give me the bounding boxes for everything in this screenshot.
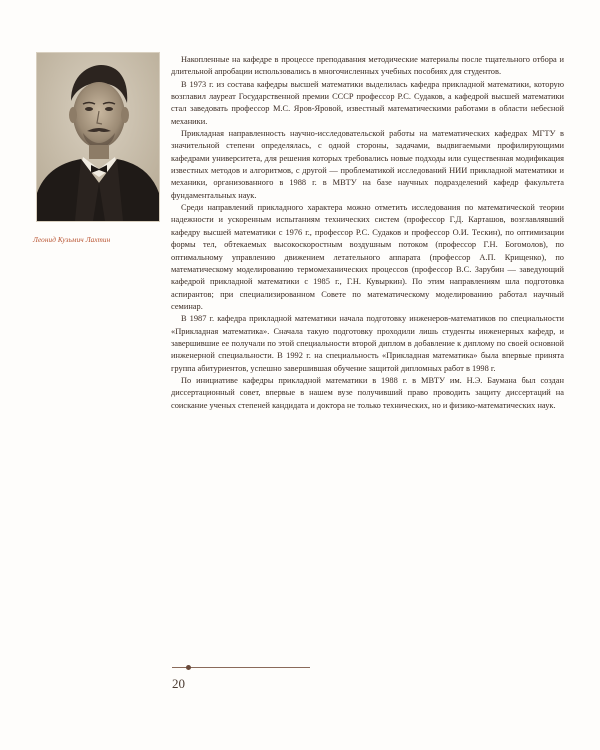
paragraph: По инициативе кафедры прикладной математики в 1988 г. в МВТУ им. Н.Э. Баумана был создан диссертационный совет, впервые в нашем вузе получивший право проводить защиту диссертаций на соискание ученых степеней кандидата и доктора не только технических, но и физико-математических наук. bbox=[171, 375, 564, 410]
paragraph: Прикладная направленность научно-исследовательской работы на математических кафедрах МГТУ в значительной степени определялась, с одной стороны, задачами, выдвигаемыми профилирующими кафедрами университета, для решения которых требовались новые подходы или существенная модификация известных методов и алгоритмов, с другой — проблематикой исследований НИИ прикладной математики и механики, организованного в 1988 г. в МВТУ на базе научных подразделений кафедр факультета фундаментальных наук. bbox=[171, 129, 564, 200]
portrait-photo bbox=[36, 52, 160, 222]
body-text bbox=[171, 54, 564, 412]
paragraph: В 1973 г. из состава кафедры высшей математики выделилась кафедра прикладной математики, которую возглавил лауреат Государственной премии СССР профессор Р.С. Судаков, а кафедрой высшей математики стал заведовать профессор М.С. Яров-Яровой, известный математическими работами в области небесной механики. bbox=[171, 79, 564, 126]
portrait-caption: Леонид Кузьмич Лахтин bbox=[33, 236, 111, 244]
footer-rule-marker bbox=[186, 665, 191, 670]
portrait-illustration bbox=[37, 53, 159, 221]
paragraph: Среди направлений прикладного характера можно отметить исследования по математической теории надежности и ускоренным испытаниям технических систем (профессор Г.Д. Карташов, возглавлявший кафедру высшей математики с 1976 г., профессор Р.С. Судаков и профессор О.И. Тескин), по оптимизации формы тел, обтекаемых высокоскоростным воздушным потоком (профессор Г.Н. Богомолов), по оптимальному управлению движением летательного аппарата (профессор А.П. Крищенко), по математическому моделированию термомеханических процессов (профессор В.С. Зарубин — заведующий кафедрой прикладной математики с 1985 г., Г.Н. Кувыркин). По этим направлениям шла подготовка аспирантов; при специализированном Совете по математическому моделированию работал научный семинар. bbox=[171, 203, 564, 311]
page-number: 20 bbox=[172, 676, 185, 691]
paragraph: Накопленные на кафедре в процессе преподавания методические материалы после тщательного отбора и длительной апробации использовались в многочисленных учебных пособиях для студентов. bbox=[171, 55, 564, 77]
footer-rule bbox=[172, 667, 310, 668]
paragraph: В 1987 г. кафедра прикладной математики начала подготовку инженеров-математиков по специальности «Прикладная математика». Сначала такую подготовку проходили лишь студенты инженерных кафедр, и завершившие ее получали по этой специальности второй диплом в добавление к диплому по своей основной инженерной специальности. В 1992 г. на специальность «Прикладная математика» была впервые принята группа абитуриентов, успешно завершившая обучение защитой дипломных работ в 1998 г. bbox=[171, 314, 564, 373]
